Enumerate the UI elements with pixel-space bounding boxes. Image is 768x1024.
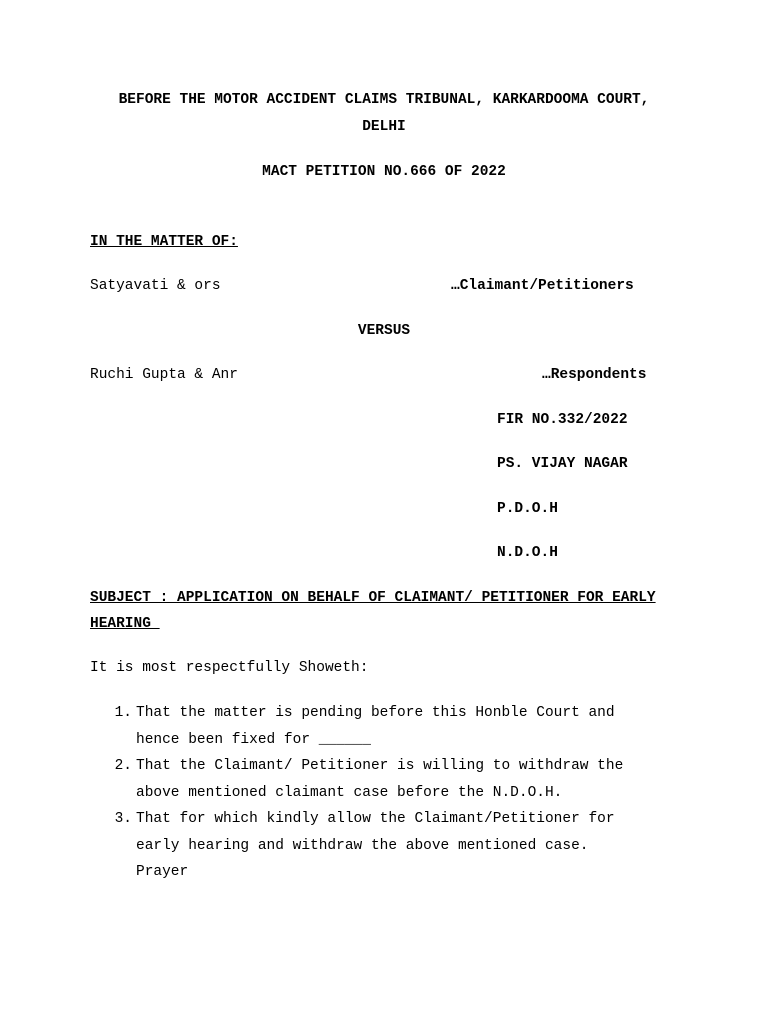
petition-number: MACT PETITION NO.666 OF 2022 bbox=[262, 164, 506, 180]
point-text-line1: That the matter is pending before this Honble Court and bbox=[136, 705, 615, 721]
point-text-line2: hence been fixed for ______ bbox=[136, 732, 371, 748]
court-heading-line1: BEFORE THE MOTOR ACCIDENT CLAIMS TRIBUNAL, KARKARDOOMA COURT, bbox=[118, 92, 650, 108]
respondent-name: Ruchi Gupta & Anr bbox=[90, 367, 238, 383]
point-text-line1: That the Claimant/ Petitioner is willing to withdraw the bbox=[136, 758, 624, 774]
subject-line2: HEARING bbox=[90, 616, 160, 632]
prayer-label: Prayer bbox=[136, 864, 189, 880]
point-number: 1. bbox=[114, 705, 132, 721]
pdoh-label: P.D.O.H bbox=[497, 501, 558, 517]
intro-text: It is most respectfully Showeth: bbox=[90, 660, 369, 676]
police-station: PS. VIJAY NAGAR bbox=[497, 456, 628, 472]
matter-heading: IN THE MATTER OF: bbox=[90, 234, 238, 250]
claimant-name: Satyavati & ors bbox=[90, 278, 221, 294]
point-text-line1: That for which kindly allow the Claimant/Petitioner for bbox=[136, 811, 615, 827]
point-text-line2: above mentioned claimant case before the N.D.O.H. bbox=[136, 785, 563, 801]
respondent-role: …Respondents bbox=[542, 367, 647, 383]
court-heading-line2: DELHI bbox=[362, 119, 406, 135]
point-number: 2. bbox=[114, 758, 132, 774]
claimant-role: …Claimant/Petitioners bbox=[451, 278, 634, 294]
point-text-line2: early hearing and withdraw the above mentioned case. bbox=[136, 838, 589, 854]
versus-label: VERSUS bbox=[357, 323, 411, 339]
ndoh-label: N.D.O.H bbox=[497, 545, 558, 561]
fir-number: FIR NO.332/2022 bbox=[497, 412, 628, 428]
subject-line1: SUBJECT : APPLICATION ON BEHALF OF CLAIMANT/ PETITIONER FOR EARLY bbox=[90, 590, 656, 606]
point-number: 3. bbox=[114, 811, 132, 827]
